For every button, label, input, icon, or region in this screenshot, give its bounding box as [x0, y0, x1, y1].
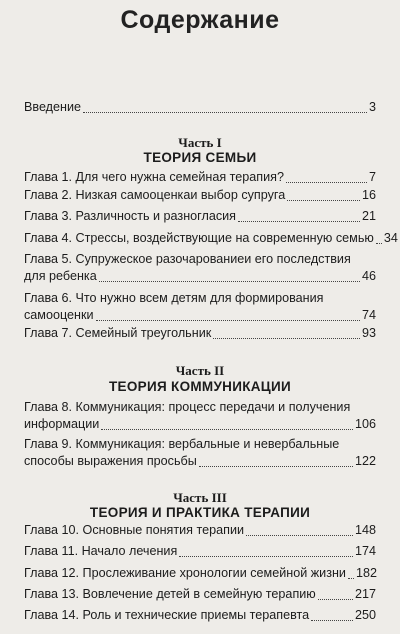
part-2-title: ТЕОРИЯ КОММУНИКАЦИИ: [109, 379, 291, 394]
toc-entry-label: Глава 4. Стрессы, воздействующие на современную семью: [24, 231, 374, 245]
leader-dots: [213, 338, 360, 339]
toc-entry-chapter-5[interactable]: [24, 251, 376, 285]
toc-entry-intro[interactable]: [24, 99, 376, 116]
toc-entry-page: 16: [361, 188, 376, 202]
leader-dots: [376, 243, 382, 244]
toc-entry-page: 148: [354, 523, 376, 537]
toc-entry-page: 250: [354, 608, 376, 622]
page-title: Содержание: [120, 6, 280, 34]
toc-entry-label: Глава 11. Начало лечения: [24, 544, 178, 558]
toc-entry-label: Глава 12. Прослеживание хронологии семейной жизни: [24, 566, 346, 580]
toc-entry-page: 93: [361, 326, 376, 340]
leader-dots: [286, 182, 367, 183]
leader-dots: [318, 599, 353, 600]
leader-dots: [246, 535, 353, 536]
toc-entry-page: 46: [361, 269, 376, 283]
toc-entry-page: 174: [354, 544, 376, 558]
toc-entry-label: Глава 1. Для чего нужна семейная терапия?: [24, 170, 284, 184]
part-3-title: ТЕОРИЯ И ПРАКТИКА ТЕРАПИИ: [89, 505, 311, 520]
toc-entry-label-line-1: Глава 8. Коммуникация: процесс передачи и получения: [24, 400, 351, 414]
toc-entry-label-line-2: для ребенка: [24, 269, 97, 283]
leader-dots: [99, 281, 360, 282]
toc-entry-label-line-2: информации: [24, 417, 100, 431]
leader-dots: [287, 200, 360, 201]
part-2-label: Часть II: [175, 363, 225, 378]
toc-entry-label: Глава 7. Семейный треугольник: [24, 326, 212, 340]
toc-entry-label-line-1: Глава 5. Супружеское разочарованиеи его последствия: [24, 252, 351, 266]
toc-entry-page: 3: [368, 100, 376, 114]
leader-dots: [311, 620, 353, 621]
toc-entry-chapter-2[interactable]: [24, 187, 376, 204]
toc-entry-chapter-8[interactable]: [24, 399, 376, 433]
toc-entry-page: 182: [355, 566, 377, 580]
toc-entry-label-line-2: способы выражения просьбы: [24, 454, 197, 468]
toc-entry-label: Глава 3. Различность и разногласия: [24, 209, 236, 223]
toc-entry-chapter-9[interactable]: [24, 436, 376, 470]
leader-dots: [199, 466, 353, 467]
toc-entry-chapter-7[interactable]: [24, 325, 376, 342]
toc-entry-chapter-11[interactable]: [24, 543, 376, 560]
leader-dots: [179, 556, 353, 557]
part-3-label: Часть III: [173, 490, 227, 505]
part-1-label: Часть I: [178, 135, 222, 150]
toc-entry-label: Глава 10. Основные понятия терапии: [24, 523, 245, 537]
leader-dots: [96, 320, 360, 321]
toc-entry-chapter-3[interactable]: [24, 208, 376, 225]
leader-dots: [238, 221, 360, 222]
toc-entry-chapter-4[interactable]: [24, 230, 398, 247]
toc-entry-page: 106: [354, 417, 376, 431]
toc-entry-page: 34: [383, 231, 398, 245]
toc-entry-chapter-13[interactable]: [24, 586, 376, 603]
leader-dots: [348, 578, 354, 579]
part-1-title: ТЕОРИЯ СЕМЬИ: [143, 150, 257, 165]
toc-entry-page: 74: [361, 308, 376, 322]
toc-entry-label-line-2: самооценки: [24, 308, 94, 322]
toc-entry-page: 217: [354, 587, 376, 601]
toc-entry-page: 7: [368, 170, 376, 184]
toc-entry-chapter-1[interactable]: [24, 169, 376, 186]
leader-dots: [101, 429, 353, 430]
toc-entry-page: 21: [361, 209, 376, 223]
leader-dots: [83, 112, 367, 113]
toc-entry-chapter-14[interactable]: [24, 607, 376, 624]
toc-entry-chapter-12[interactable]: [24, 565, 376, 582]
toc-entry-chapter-10[interactable]: [24, 522, 376, 539]
toc-entry-chapter-6[interactable]: [24, 290, 376, 324]
toc-entry-label-line-1: Глава 9. Коммуникация: вербальные и невербальные: [24, 437, 340, 451]
toc-entry-label-line-1: Глава 6. Что нужно всем детям для формирования: [24, 291, 324, 305]
toc-entry-page: 122: [354, 454, 376, 468]
toc-entry-label: Введение: [24, 100, 82, 114]
toc-entry-label: Глава 14. Роль и технические приемы терапевта: [24, 608, 310, 622]
toc-entry-label: Глава 2. Низкая самооценкаи выбор супруга: [24, 188, 286, 202]
toc-entry-label: Глава 13. Вовлечение детей в семейную терапию: [24, 587, 316, 601]
